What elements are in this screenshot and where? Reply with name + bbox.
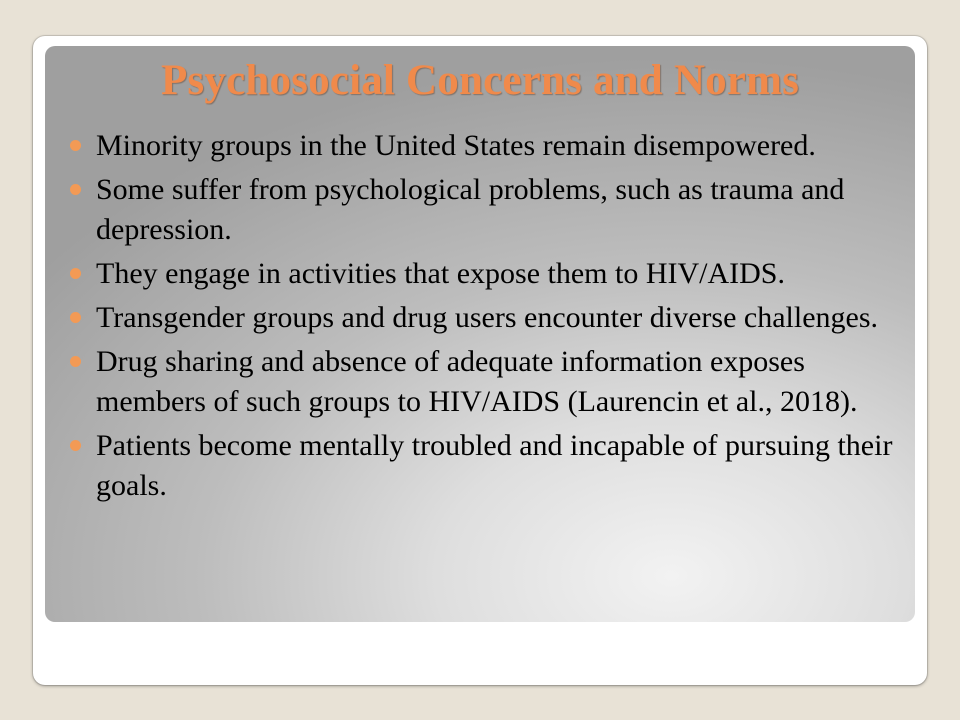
bullet-text: Some suffer from psychological problems, such as trauma and depression. xyxy=(96,173,845,246)
bullet-dot-icon xyxy=(70,140,81,151)
bullet-item xyxy=(66,254,906,294)
bullet-text: Drug sharing and absence of adequate information exposes members of such groups to HIV/AIDS (Laurencin et al., 2018). xyxy=(96,345,858,418)
bullet-item xyxy=(66,170,906,250)
bullet-text: They engage in activities that expose them to HIV/AIDS. xyxy=(96,257,785,290)
bullet-text: Minority groups in the United States remain disempowered. xyxy=(96,129,816,162)
bullet-item xyxy=(66,126,906,166)
bullet-dot-icon xyxy=(70,184,81,195)
bullet-dot-icon xyxy=(70,312,81,323)
bullet-dot-icon xyxy=(70,268,81,279)
bullet-text: Transgender groups and drug users encounter diverse challenges. xyxy=(96,301,879,334)
bullet-dot-icon xyxy=(70,440,81,451)
bullet-dot-icon xyxy=(70,356,81,367)
bullet-list xyxy=(66,126,906,510)
bullet-item xyxy=(66,342,906,422)
slide-title: Psychosocial Concerns and Norms xyxy=(160,57,800,104)
bullet-text: Patients become mentally troubled and incapable of pursuing their goals. xyxy=(96,429,893,502)
bullet-item xyxy=(66,426,906,506)
bullet-item xyxy=(66,298,906,338)
